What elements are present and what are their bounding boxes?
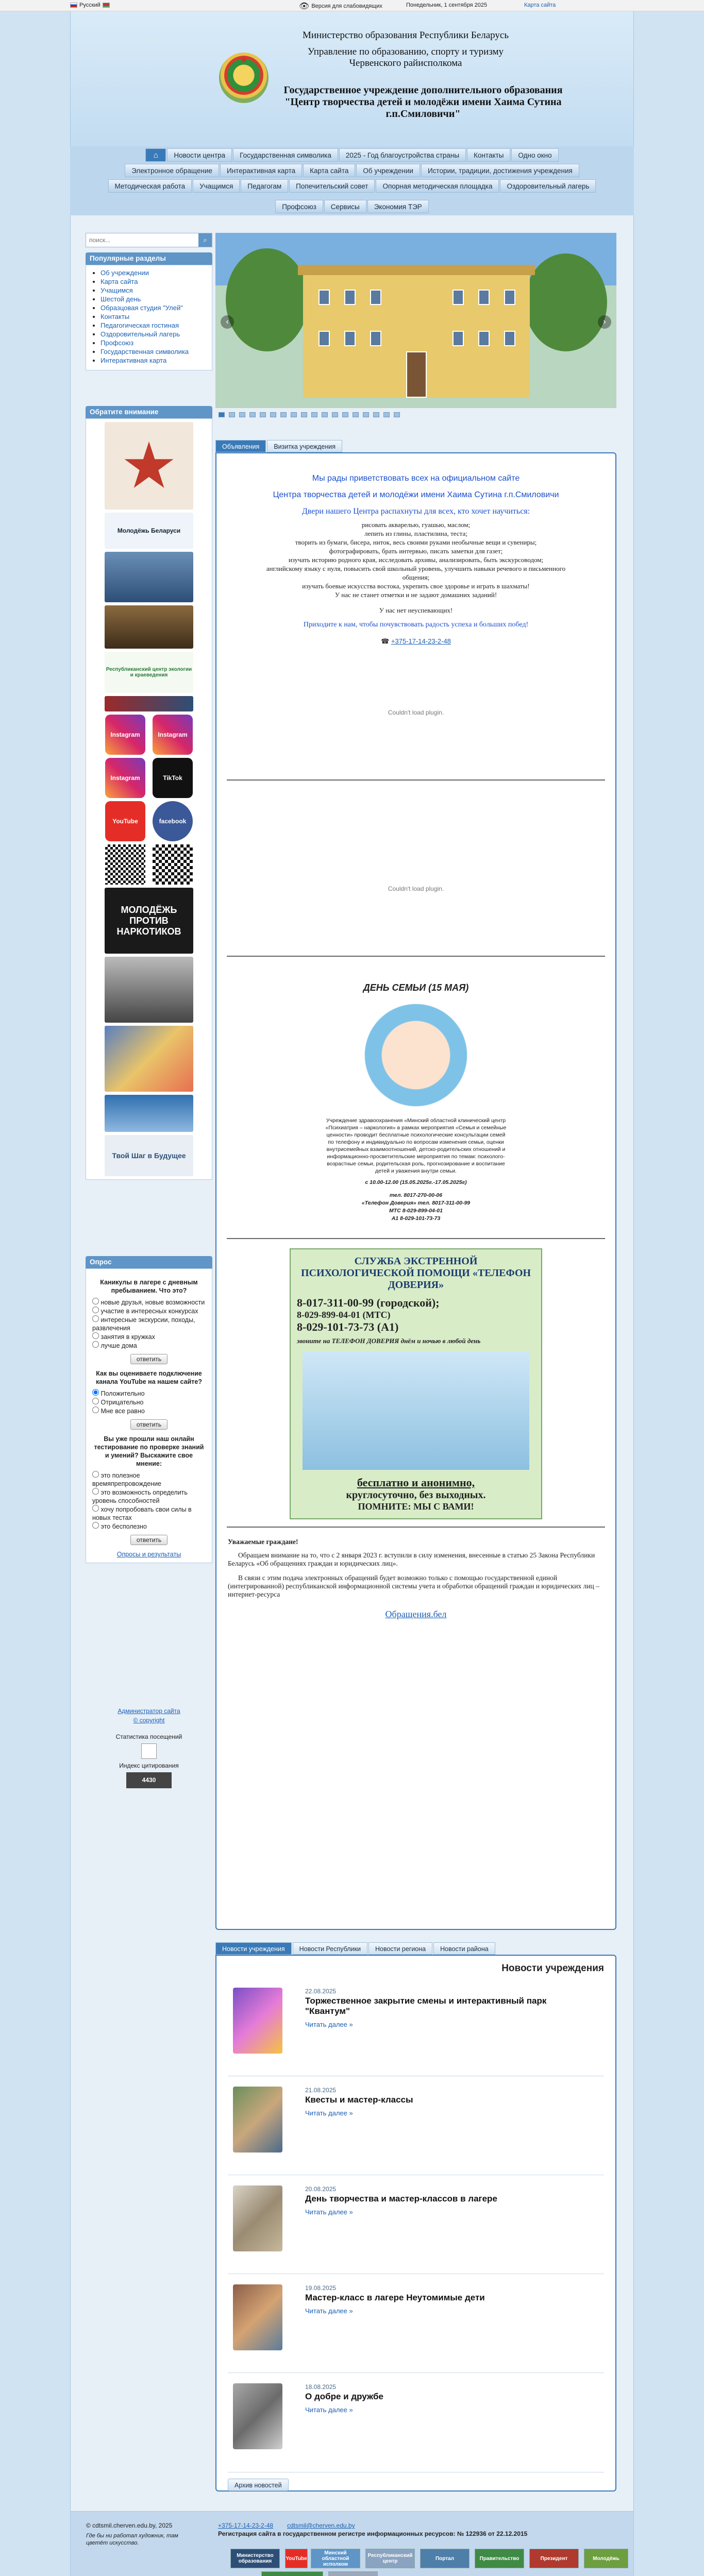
vote-button[interactable]: ответить xyxy=(130,1354,167,1364)
popular-title: Популярные разделы xyxy=(86,252,212,265)
poll-option[interactable]: это бесполезно xyxy=(92,1522,206,1531)
list-item[interactable]: Государственная символика xyxy=(100,348,189,355)
tree-image xyxy=(226,248,308,351)
your-step-banner[interactable]: Твой Шаг в Будущее xyxy=(105,1135,193,1176)
copyright-link[interactable]: © copyright xyxy=(133,1717,165,1724)
building-image xyxy=(303,274,530,398)
search-box xyxy=(86,233,212,247)
skills-list: рисовать акварелью, гуашью, маслом; лепить из глины, пластилина, теста; творить из бумаги, бисера, ниток, весь своими руками необычные вещи и сувениры; фотографировать, брать интервью, писать заметки для газет; изучать историю родного края, исследовать архивы, анализировать, быть экскурсоводом; английскому языку с нуля, повысить свой школьный уровень, улучшить навыки речевого и письменного общения; изучать боевые искусства востока, укрепить свое здоровье и играть в шахматы! У нас не станет отметки и не задают домашних заданий! xyxy=(266,521,566,599)
phone-icon: ☎ xyxy=(381,637,390,645)
ministry-title: Министерство образования Республики Беларусь xyxy=(302,30,509,41)
main-menu xyxy=(70,146,634,198)
citation-index-label: Индекс цитирования xyxy=(119,1762,179,1769)
footer-copyright: © cdtsmil.cherven.edu.by, 2025 xyxy=(86,2522,173,2529)
slider-dot[interactable] xyxy=(219,412,225,417)
news-date: 21.08.2025 xyxy=(305,2087,337,2094)
announcement-panel xyxy=(215,452,616,1930)
tree-image xyxy=(525,253,607,351)
footer-logo[interactable]: Минский областной исполком xyxy=(311,2549,360,2568)
news-headline[interactable]: Торжественное закрытие смены и интерактивный парк "Квантум" xyxy=(305,1996,547,2016)
come-text: Приходите к нам, чтобы почувствовать радость успеха и больших побед! xyxy=(303,621,529,629)
news-date: 20.08.2025 xyxy=(305,2185,337,2193)
menu-item[interactable]: Учащимся xyxy=(193,179,240,193)
menu-item[interactable]: Одно окно xyxy=(511,148,558,162)
slider-dot[interactable] xyxy=(280,412,287,417)
poll-title: Опрос xyxy=(86,1256,212,1268)
news-item xyxy=(228,2274,604,2373)
menu-item[interactable]: Сервисы xyxy=(324,200,366,213)
stats-counter-icon[interactable] xyxy=(141,1743,157,1759)
language-switcher[interactable] xyxy=(70,2,110,8)
trust-phone-poster: СЛУЖБА ЭКСТРЕННОЙ ПСИХОЛОГИЧЕСКОЙ ПОМОЩИ «ТЕЛЕФОН ДОВЕРИЯ» 8-017-311-00-99 (городской); 8-029-899-04-01 (МТС) 8-029-101-73-73 (А1) звоните на ТЕЛЕФОН ДОВЕРИЯ днём и ночью в любой день бесплатно и анонимно, круглосуточно, без выходных. ПОМНИТЕ: МЫ С ВАМИ! xyxy=(290,1248,542,1519)
search-input[interactable] xyxy=(86,233,189,247)
list-item[interactable]: Карта сайта xyxy=(100,278,138,285)
slider-dot[interactable] xyxy=(322,412,328,417)
top-bar xyxy=(0,0,704,11)
poll-option[interactable]: занятия в кружках xyxy=(92,1332,206,1341)
blue-info-banner[interactable] xyxy=(105,1095,193,1132)
site-footer xyxy=(70,2511,634,2576)
family-illustration xyxy=(349,1004,483,1107)
poll-results-link[interactable]: Опросы и результаты xyxy=(116,1551,181,1558)
low-vision-link[interactable] xyxy=(299,1,382,11)
news-title: Новости учреждения xyxy=(501,1963,604,1974)
belarus-emblem-icon: ★ xyxy=(219,53,269,103)
facebook-icon[interactable]: facebook xyxy=(153,801,193,841)
slider-dot[interactable] xyxy=(353,412,359,417)
sitemap-link[interactable]: Карта сайта xyxy=(524,2,556,8)
menu-item[interactable]: Карта сайта xyxy=(303,164,355,177)
footer-logo[interactable]: Молодёжь xyxy=(584,2549,628,2568)
poll-option[interactable]: новые друзья, новые возможности xyxy=(92,1298,206,1307)
instagram-icon[interactable]: Instagram xyxy=(105,758,145,798)
poll-question: Вы уже прошли наш онлайн тестирование по проверке знаний и умений? Выскажите свое мнение: xyxy=(94,1435,204,1467)
read-more-link[interactable]: Читать далее » xyxy=(305,2109,353,2117)
poll-option[interactable]: интересные экскурсии, походы, развлечения xyxy=(92,1316,195,1332)
eye-icon: 👁 xyxy=(299,2,310,11)
menu-item[interactable]: Педагогам xyxy=(241,179,288,193)
read-more-link[interactable]: Читать далее » xyxy=(305,2208,353,2216)
menu-item[interactable]: Контакты xyxy=(467,148,510,162)
slider-dot[interactable] xyxy=(260,412,266,417)
slider-dot[interactable] xyxy=(394,412,400,417)
main-menu-row4 xyxy=(70,198,634,215)
slider-dot[interactable] xyxy=(239,412,245,417)
visit-counter[interactable]: 4430 xyxy=(126,1772,172,1788)
footer-quote: Где бы ни работал художник, там цветёт искусство. xyxy=(86,2533,178,2546)
menu-item[interactable]: Профсоюз xyxy=(275,200,323,213)
tab-region-news[interactable]: Новости региона xyxy=(368,1942,432,1955)
slider-dot[interactable] xyxy=(363,412,369,417)
news-headline[interactable]: О добре и дружбе xyxy=(305,2392,383,2401)
poll-question: Каникулы в лагере с дневным пребыванием. Что это? xyxy=(100,1279,198,1294)
phone-line xyxy=(216,637,615,646)
menu-item[interactable]: Об учреждении xyxy=(356,164,420,177)
news-thumbnail[interactable] xyxy=(233,2185,282,2251)
popular-list xyxy=(86,265,212,370)
list-item[interactable]: Оздоровительный лагерь xyxy=(100,330,180,338)
news-date: 19.08.2025 xyxy=(305,2284,337,2292)
plugin-placeholder: Couldn't load plugin. xyxy=(388,885,444,892)
popular-sections xyxy=(86,252,212,370)
news-date: 18.08.2025 xyxy=(305,2383,337,2391)
menu-item[interactable]: Методическая работа xyxy=(108,179,192,193)
news-item xyxy=(228,1977,604,2076)
qr-code[interactable] xyxy=(153,844,193,885)
organization-title: Государственное учреждение дополнительного образования "Центр творчества детей и молодёжи имени Хаима Сутина г.п.Смиловичи" xyxy=(283,84,563,120)
instagram-icon[interactable]: Instagram xyxy=(105,715,145,755)
list-item[interactable]: Интерактивная карта xyxy=(100,357,167,364)
poll-question: Как вы оцениваете подключение канала YouTube на нашем сайте? xyxy=(95,1370,202,1385)
slider-dot[interactable] xyxy=(383,412,390,417)
greeting-1: Мы рады приветствовать всех на официальном сайте xyxy=(312,474,520,483)
menu-item[interactable]: Попечительский совет xyxy=(289,179,375,193)
footer-logo[interactable]: Республиканский центр xyxy=(365,2549,415,2568)
footer-email[interactable]: cdtsmil@cherven.edu.by xyxy=(287,2522,355,2529)
read-more-link[interactable]: Читать далее » xyxy=(305,2307,353,2315)
slider-dot[interactable] xyxy=(249,412,256,417)
list-item[interactable]: Образцовая студия "Улей" xyxy=(100,304,183,312)
read-more-link[interactable]: Читать далее » xyxy=(305,2406,353,2414)
admin-link[interactable]: Администратор сайта xyxy=(118,1707,180,1715)
news-item xyxy=(228,2076,604,2175)
attention-title: Обратите внимание xyxy=(86,406,212,418)
ecology-center-banner[interactable]: Республиканский центр экологии и краеведения xyxy=(105,652,193,693)
slider-dot[interactable] xyxy=(332,412,338,417)
menu-item[interactable]: Интерактивная карта xyxy=(220,164,302,177)
news-panel xyxy=(215,1955,616,2492)
news-headline[interactable]: Мастер-класс в лагере Неутомимые дети xyxy=(305,2293,485,2302)
news-item xyxy=(228,2175,604,2274)
tab-institution-news[interactable]: Новости учреждения xyxy=(215,1942,292,1955)
event-banner[interactable] xyxy=(105,605,193,649)
news-thumbnail[interactable] xyxy=(233,1988,282,2054)
poll-option[interactable]: участие в интересных конкурсах xyxy=(92,1307,206,1315)
children-banner[interactable] xyxy=(105,1026,193,1092)
plugin-placeholder: Couldn't load plugin. xyxy=(388,709,444,716)
poll-option[interactable]: Мне все равно xyxy=(92,1406,206,1415)
slider-dot[interactable] xyxy=(301,412,307,417)
slider-next-button[interactable]: › xyxy=(598,315,611,329)
menu-item[interactable]: Опорная методическая площадка xyxy=(376,179,499,193)
department-title: Управление по образованию, спорту и туризму Червенского райисполкома xyxy=(307,46,504,69)
star-banner[interactable]: ★ xyxy=(105,422,193,510)
portrait-banner[interactable] xyxy=(105,957,193,1023)
family-day-title: ДЕНЬ СЕМЬИ (15 МАЯ) xyxy=(363,982,469,993)
flag-ru-icon[interactable] xyxy=(70,3,77,8)
youth-belarus-banner[interactable]: Молодёжь Беларуси xyxy=(105,513,193,549)
footer-logo[interactable]: YouTube xyxy=(285,2549,308,2568)
stripe-banner[interactable] xyxy=(105,696,193,711)
news-thumbnail[interactable] xyxy=(233,2087,282,2153)
appeals-portal-link[interactable]: Обращения.бел xyxy=(385,1609,447,1619)
list-item[interactable]: Шестой день xyxy=(100,295,141,303)
poll-option[interactable]: хочу попробовать свои силы в новых тестах xyxy=(92,1506,192,1521)
poll-option[interactable]: Положительно xyxy=(92,1389,206,1398)
tab-district-news[interactable]: Новости района xyxy=(433,1942,495,1955)
vote-button[interactable]: ответить xyxy=(130,1535,167,1545)
family-contacts: с 10.00-12.00 (15.05.2025г.-17.05.2025г) тел. 8017-270-00-06 «Телефон Доверия» тел. 8017-311-00-99 МТС 8-029-899-04-01 А1 8-029-101-73-73 xyxy=(361,1179,471,1222)
youtube-icon[interactable]: YouTube xyxy=(105,801,145,841)
banner-list xyxy=(86,418,212,1180)
poll-option[interactable]: это полезное времяпрепровождение xyxy=(92,1472,162,1487)
stats-label: Статистика посещений xyxy=(115,1733,182,1740)
footer-logo[interactable]: Президент xyxy=(529,2549,579,2568)
image-slider xyxy=(215,233,616,408)
tiktok-icon[interactable]: TikTok xyxy=(153,758,193,798)
menu-item[interactable]: Государственная символика xyxy=(233,148,338,162)
menu-item[interactable]: 2025 - Год благоустройства страны xyxy=(339,148,466,162)
news-thumbnail[interactable] xyxy=(233,2284,282,2350)
vote-button[interactable]: ответить xyxy=(130,1419,167,1430)
news-headline[interactable]: День творчества и мастер-классов в лагере xyxy=(305,2194,497,2204)
poll-option[interactable]: лучше дома xyxy=(92,1341,206,1350)
attention-box xyxy=(86,406,212,1180)
menu-item[interactable]: Истории, традиции, достижения учреждения xyxy=(421,164,579,177)
poll-option[interactable]: Отрицательно xyxy=(92,1398,206,1406)
footer-logo[interactable] xyxy=(328,2571,378,2576)
slider-dot[interactable] xyxy=(373,412,379,417)
slider-dot[interactable] xyxy=(342,412,348,417)
slider-dot[interactable] xyxy=(311,412,317,417)
footer-logo[interactable]: Министерство образования xyxy=(230,2549,280,2568)
news-tabs xyxy=(215,1942,495,1955)
qr-code[interactable] xyxy=(105,844,145,885)
slider-dot[interactable] xyxy=(291,412,297,417)
family-text: Учреждение здравоохранения «Минский областной клинический центр «Психиатрия – наркология» в рамках мероприятия «Семья и семейные ценности» проводит бесплатные психологические консультации семей по телефону и индивидуально по вопросам изменения семьи, оценки внутрисемейных взаимоотношений, детско-родительских отношений и информационно-просветительские мероприятия по темам: психолого-возрастные семьи, родительская роль, прогнозирование и воспитание детей и уважения внутри семьи. xyxy=(325,1117,507,1174)
tab-business-card[interactable]: Визитка учреждения xyxy=(267,440,342,452)
instagram-icon[interactable]: Instagram xyxy=(153,715,193,755)
menu-item[interactable]: Новости центра xyxy=(167,148,232,162)
tab-announcements[interactable]: Объявления xyxy=(215,440,266,452)
menu-item[interactable]: Электронное обращение xyxy=(125,164,219,177)
flag-by-icon[interactable] xyxy=(103,3,110,8)
doors-text: Двери нашего Центра распахнуты для всех, кто хочет научиться: xyxy=(301,507,530,516)
news-item xyxy=(228,2373,604,2472)
news-headline[interactable]: Квесты и мастер-классы xyxy=(305,2095,413,2105)
list-item[interactable]: Педагогическая гостиная xyxy=(100,321,179,329)
no-failing-text: У нас нет неуспевающих! xyxy=(379,606,453,614)
list-item[interactable]: Профсоюз xyxy=(100,339,134,347)
news-archive-button[interactable]: Архив новостей xyxy=(228,2479,289,2491)
phone-link[interactable]: +375-17-14-23-2-48 xyxy=(391,637,451,645)
list-item[interactable]: Об учреждении xyxy=(100,269,149,277)
hands-image xyxy=(303,1351,529,1470)
home-icon[interactable]: ⌂ xyxy=(145,148,166,162)
youth-against-drugs-banner[interactable]: МОЛОДЁЖЬ ПРОТИВ НАРКОТИКОВ xyxy=(105,888,193,954)
news-date: 22.08.2025 xyxy=(305,1988,337,1995)
notice-block: Уважаемые граждане! Обращаем внимание на то, что с 2 января 2023 г. вступили в силу изменения, внесенные в статью 25 Закона Республики Беларусь «Об обращениях граждан и юридических лиц». В связи с этим подача электронных обращений будет возможно только с помощью государственной единой (интегрированной) республиканской информационной системы учета и обработки обращений граждан и юридических лиц – интернет-ресурса xyxy=(228,1538,599,1598)
news-thumbnail[interactable] xyxy=(233,2383,282,2449)
list-item[interactable]: Контакты xyxy=(100,313,130,320)
tab-republic-news[interactable]: Новости Республики xyxy=(293,1942,367,1955)
current-date: Понедельник, 1 сентября 2025 xyxy=(406,2,488,8)
slider-dot[interactable] xyxy=(270,412,276,417)
menu-item[interactable]: Экономия ТЭР xyxy=(367,200,429,213)
poll-option[interactable]: это возможность определить уровень способностей xyxy=(92,1489,188,1504)
search-icon[interactable]: ⌕ xyxy=(198,233,212,247)
photo-banner[interactable] xyxy=(105,552,193,602)
poll-box xyxy=(86,1256,212,1563)
slider-prev-button[interactable]: ‹ xyxy=(221,315,234,329)
slider-pagination xyxy=(219,412,400,417)
list-item[interactable]: Учащимся xyxy=(100,286,133,294)
footer-logo[interactable]: Портал xyxy=(420,2549,470,2568)
read-more-link[interactable]: Читать далее » xyxy=(305,2021,353,2028)
footer-logo[interactable]: Правительство xyxy=(475,2549,524,2568)
lang-ru-label[interactable]: Русский xyxy=(79,2,100,8)
slider-dot[interactable] xyxy=(229,412,235,417)
footer-registration: Регистрация сайта в государственном регистре информационных ресурсов: № 122936 от 22.12.2015 xyxy=(218,2530,528,2537)
greeting-2: Центра творчества детей и молодёжи имени Хаима Сутина г.п.Смиловичи xyxy=(273,490,559,499)
low-vision-label[interactable]: Версия для слабовидящих xyxy=(311,3,382,9)
menu-item[interactable]: Оздоровительный лагерь xyxy=(500,179,596,193)
site-header xyxy=(70,11,634,146)
announcement-tabs xyxy=(215,440,342,452)
footer-logo[interactable] xyxy=(261,2571,323,2576)
side-footer xyxy=(86,1706,212,1790)
footer-phone[interactable]: +375-17-14-23-2-48 xyxy=(218,2522,274,2529)
poll-body xyxy=(86,1268,212,1563)
